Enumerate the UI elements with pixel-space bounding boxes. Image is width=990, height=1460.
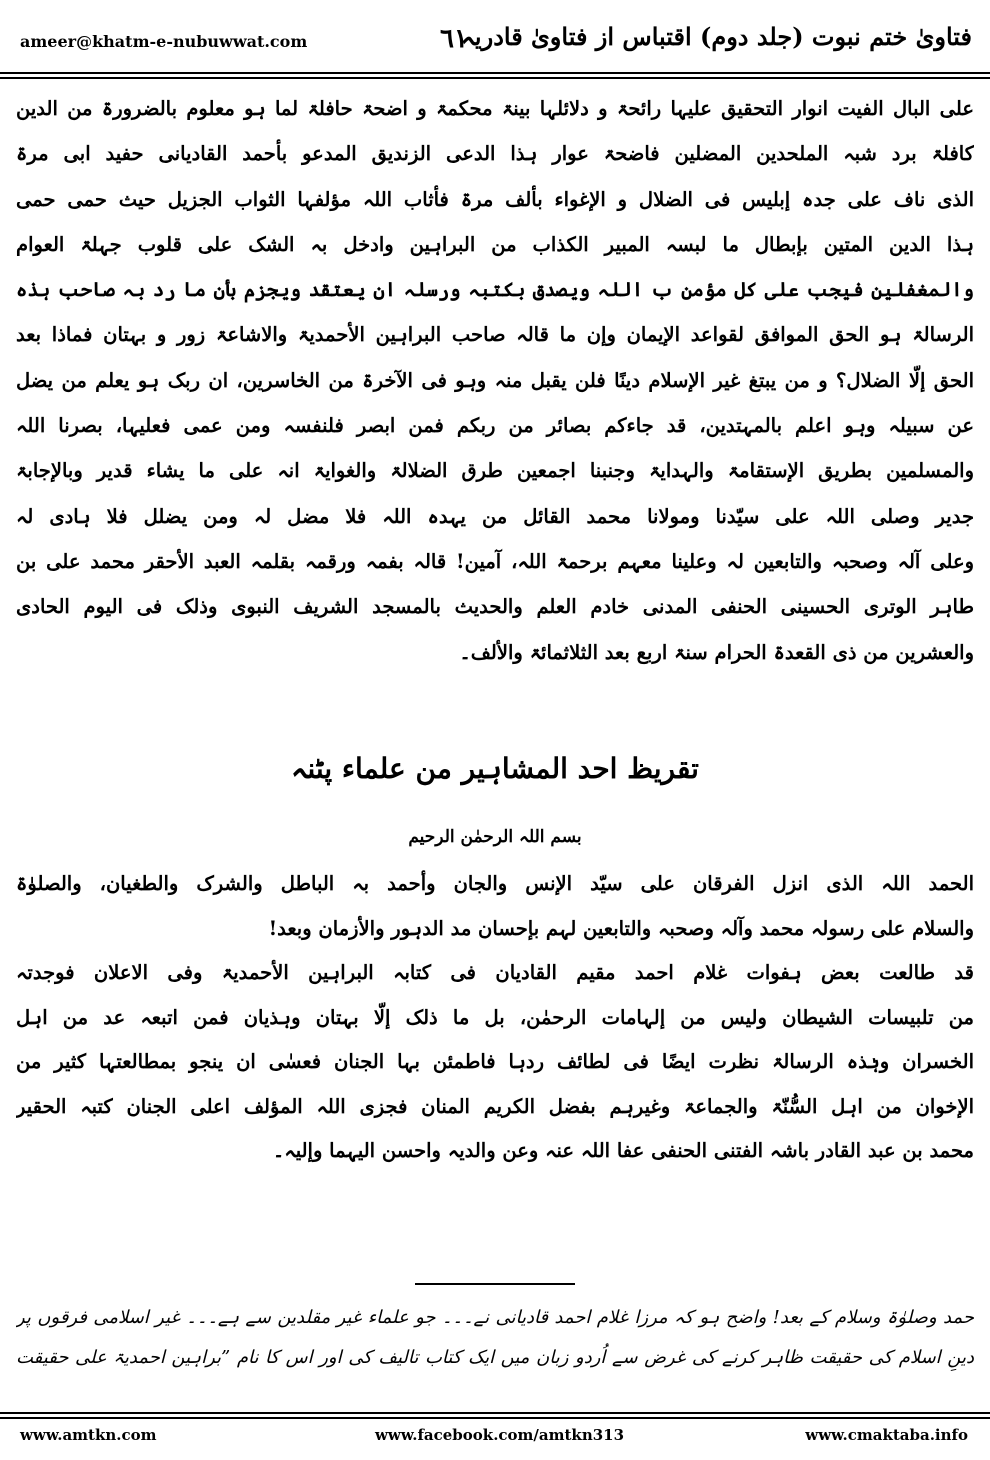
- header-rule-bottom: [0, 77, 990, 79]
- text-line: وعلی آلہ وصحبہ والتابعین لہ وعلینا معہم برحمۃ اللہ، آمین! قالہ بفمہ ورقمہ بقلمہ العبد الأحقر محمد علی بن: [16, 549, 974, 573]
- footnote-line: دینِ اسلام کی حقیقت ظاہر کرنے کی غرض سے اُردو زبان میں ایک کتاب تالیف کی اور اس کا نام ”براہین احمدیۃ علی حقیقت: [16, 1347, 974, 1368]
- page-number: ٦١: [440, 24, 468, 54]
- urdu-footnote: [16, 1298, 974, 1378]
- footer-link-facebook[interactable]: www.facebook.com/amtkn313: [375, 1426, 625, 1444]
- text-line: الإخوان من اہل السُّنّۃ والجماعۃ وغیرہم بفضل الکریم المنان فجزی اللہ المؤلف اعلی الجنان کتبہ الحقیر: [16, 1094, 974, 1118]
- text-line: قد طالعت بعض ہفوات غلام احمد مقیم القادیان فی کتابہ البراہین الأحمدیۃ وفی الاعلان فوجدتہ: [16, 961, 974, 984]
- text-line: ہذا الدین المتین بإبطال ما لبسہ المبیر الکذاب من البراہین وادخل بہ الشک علی قلوب جہلۃ العوام: [16, 232, 974, 256]
- page-header: [0, 18, 990, 68]
- text-line: من تلبیسات الشیطان ولیس من إلہامات الرحمٰن، بل ما ذلک إلّا بہتان وہذیان فمن اتبعہ عد من اہل: [16, 1005, 974, 1029]
- text-line: جدیر وصلی اللہ علی سیّدنا ومولانا محمد القائل من یہدہ اللہ فلا مضل لہ ومن یضلل فلا ہادی لہ: [16, 504, 974, 528]
- text-line: الذی ناف علی جدہ إبلیس فی الضلال و الإغواء بألف مرۃ فأثاب اللہ مؤلفہا الثواب الجزیل حیث حمی حمی: [16, 187, 974, 211]
- footnote-divider: [415, 1283, 575, 1285]
- text-line: الخسران وہٰذہ الرسالۃ نظرت ایضًا فی لطائف ردہا فاطمئن بہا الجنان فعسٰی ان ینجو بمطالعتہا کثیر من: [16, 1050, 974, 1073]
- text-line: طاہر الوتری الحسینی الحنفی المدنی خادم العلم والحدیث بالمسجد الشریف النبوی وذلک فی الیوم الحادی: [16, 595, 974, 619]
- footer-link-cmaktaba[interactable]: www.cmaktaba.info: [805, 1426, 968, 1444]
- book-title: فتاویٰ ختم نبوت (جلد دوم) اقتباس از فتاویٰ قادریہ: [460, 22, 972, 51]
- text-line: الحمد اللہ الذی انزل الفرقان علی سیّد الإنس والجان وأحمد بہ الباطل والشرک والطغیان، والصلوٰۃ: [16, 872, 974, 895]
- taqreez-body-text: [16, 862, 974, 1174]
- text-line: علی البال الفیت انوار التحقیق علیہا رائحۃ و دلائلہا بینۃ محکمۃ و اضحۃ حافلۃ لما ہو معلوم بالضرورۃ من الدین: [16, 97, 974, 120]
- bismillah: بسم اللہ الرحمٰن الرحیم: [408, 827, 582, 847]
- arabic-body-text: [16, 86, 974, 675]
- text-line: والعشرین من ذی القعدۃ الحرام سنۃ اربع بعد الثلاثمائۃ والألف۔: [459, 640, 974, 664]
- footer-rule-bottom: [0, 1417, 990, 1419]
- header-email: ameer@khatm-e-nubuwwat.com: [20, 32, 308, 51]
- footer-link-amtkn[interactable]: www.amtkn.com: [20, 1426, 157, 1444]
- page-footer: [0, 1420, 990, 1450]
- footnote-line: حمد وصلوٰۃ وسلام کے بعد! واضح ہو کہ مرزا غلام احمد قادیانی نے۔۔۔ جو علماء غیر مقلدین سے ہے۔۔۔ غیر اسلامی فرقوں پر: [16, 1307, 974, 1328]
- text-line: کافلۃ برد شبہ الملحدین المضلین فاضحۃ عوار ہذا الدعی الزندیق المدعو بأحمد القادیانی حفید ابی مرۃ: [16, 142, 974, 166]
- text-line: والمسلمین بطریق الإستقامۃ والہدایۃ وجنبنا اجمعین طرق الضلالۃ والغوایۃ انہ علی ما یشاء قدیر وبالإجابۃ: [16, 459, 974, 483]
- text-line: الرسالۃ ہو الحق الموافق لقواعد الإیمان وإن ما قالہ صاحب البراہین الأحمدیۃ والاشاعۃ زور و بہتان فماذا بعد: [16, 323, 974, 347]
- header-rule-top: [0, 72, 990, 74]
- footer-rule-top: [0, 1412, 990, 1414]
- text-line: محمد بن عبد القادر باشہ الفتنی الحنفی عفا اللہ عنہ وعن والدیہ واحسن الیہما وإلیہ۔: [272, 1139, 974, 1162]
- text-line: والسلام علی رسولہ محمد وآلہ وصحبہ والتابعین لہم بإحسان مد الدہور والأزمان وبعد!: [268, 916, 974, 940]
- section-heading: تقریظ احد المشاہیر من علماء پٹنہ: [291, 752, 699, 785]
- text-line: والمغفلین فیجب علی کل مؤمن ب اللہ ویصدق بکتبہ ورسلہ ان یعتقد ویجزم بأن ما رد بہ صاحب ہذہ: [16, 278, 974, 302]
- text-line: عن سبیلہ وہو اعلم بالمہتدین، قد جاءکم بصائر من ربکم فمن ابصر فلنفسہ ومن عمی فعلیہا، بصرنا اللہ: [16, 414, 974, 438]
- text-line: الحق إلّا الضلال؟ و من یبتغ غیر الإسلام دینًا فلن یقبل منہ وہو فی الآخرۃ من الخاسرین، ان ربک ہو یعلم من یضل: [16, 368, 974, 392]
